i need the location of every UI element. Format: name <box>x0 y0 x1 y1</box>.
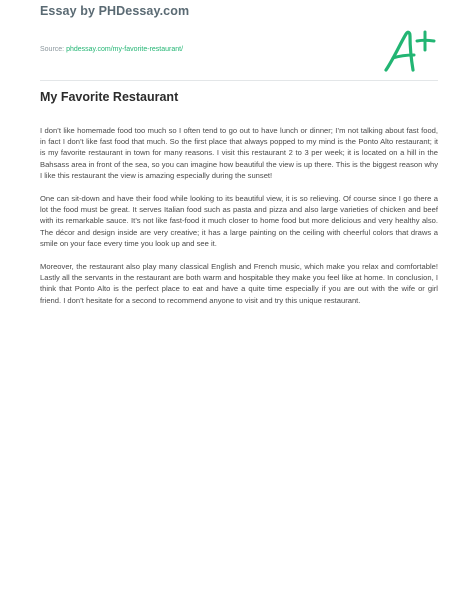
header-divider <box>40 80 438 81</box>
essay-body <box>40 125 438 318</box>
essay-paragraph: One can sit-down and have their food while looking to its beautiful view, it is so relieving. Of course since I go there a lot the food must be great. It serves Italian food such as pasta and pizza and also large varieties of chicken and beef with its remarkable sauce. It’s not like fast-food it much closer to home food but more delicious and very healthy also. The décor and design inside are very creative; it has a large painting on the ceiling with cheerful colors that draws a smile on your face every time you look up and see it. <box>40 194 438 248</box>
essay-title: My Favorite Restaurant <box>40 90 179 104</box>
page-header <box>40 0 438 80</box>
essay-paragraph: Moreover, the restaurant also play many classical English and French music, which make you relax and comfortable! Lastly all the servants in the restaurant are both warm and hospitable they make you feel like at home. In conclusion, I think that Ponto Alto is the perfect place to eat and have a quite time especially if you are out with the wife or girl friend. I don’t hesitate for a second to recommend anyone to visit and try this unique restaurant. <box>40 262 438 305</box>
source-link[interactable]: phdessay.com/my-favorite-restaurant/ <box>66 46 184 53</box>
source-line <box>40 46 183 53</box>
essay-paragraph: I don’t like homemade food too much so I often tend to go out to have lunch or dinner; I’m not talking about fast food, in fact I don’t like fast food that much. So the first place that always popped to my mind is the Ponto Alto restaurant; it is my favorite restaurant in town for many reasons. I visit this restaurant 2 to 3 per week; it is located on a hill in the Bahsass area in front of the sea, so you can imagine how beautiful the view is up there. This is the biggest reason why I like this restaurant the view is amazing especially during the sunset! <box>40 126 438 180</box>
source-label: Source: <box>40 46 65 53</box>
site-title: Essay by PHDessay.com <box>40 4 190 18</box>
a-plus-logo-icon <box>382 28 436 74</box>
